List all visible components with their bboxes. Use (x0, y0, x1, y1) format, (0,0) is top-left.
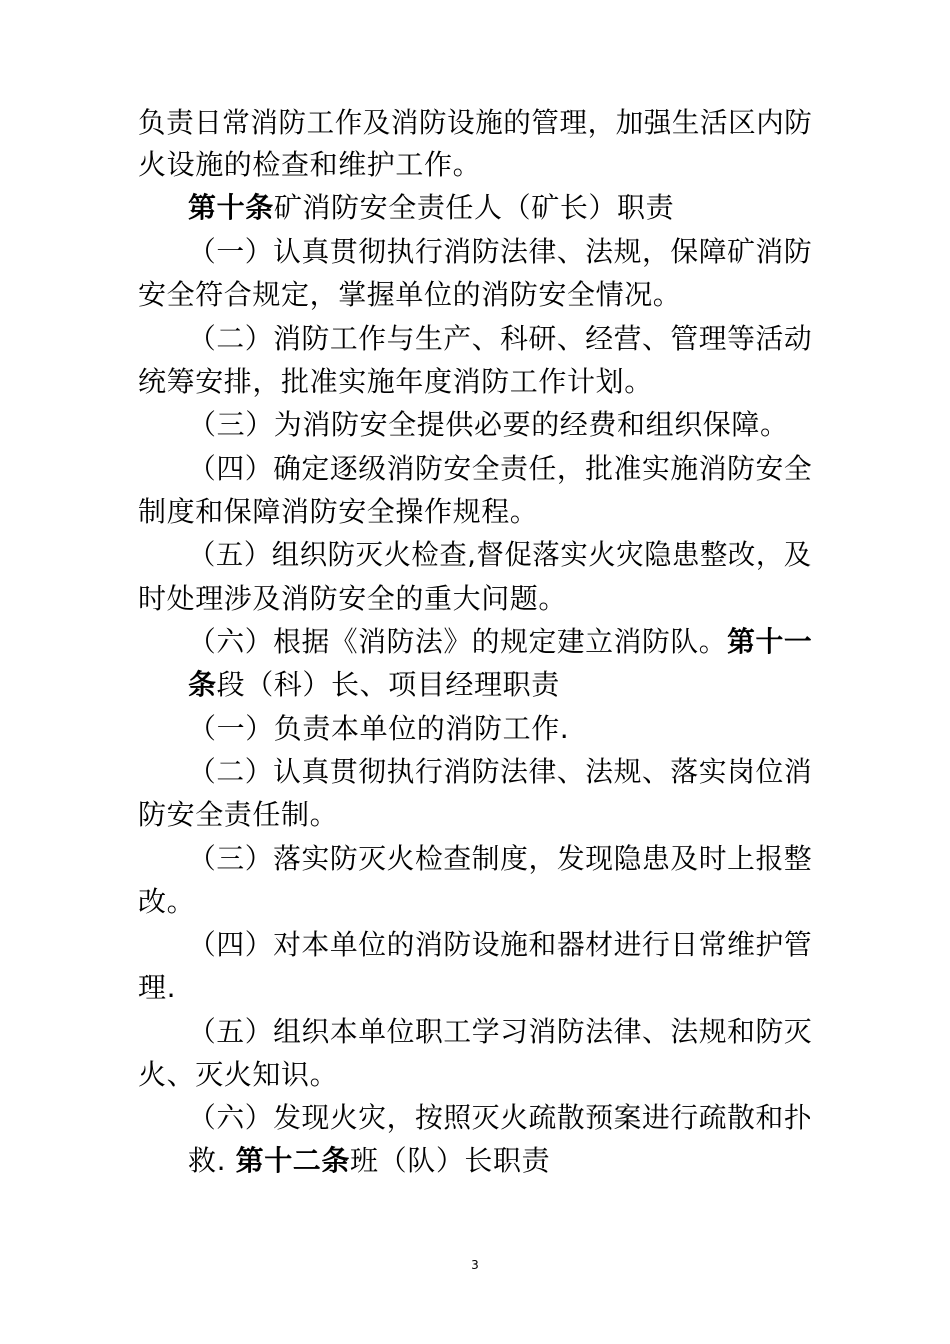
text-line (138, 492, 538, 532)
line-text: （六）发现火灾，按照灭火疏散预案进行疏散和扑 (188, 1101, 813, 1134)
line-text: （二）认真贯彻执行消防法律、法规、落实岗位消 (188, 755, 813, 788)
line-text: （一）负责本单位的消防工作. (188, 712, 570, 745)
line-text: 火、灭火知识。 (138, 1058, 339, 1091)
text-line (188, 1141, 550, 1181)
line-text: （四）对本单位的消防设施和器材进行日常维护管 (188, 928, 813, 961)
text-line (138, 795, 338, 835)
line-text: 理. (138, 971, 177, 1004)
line-text: 班（队）长职责 (350, 1144, 551, 1177)
text-line (138, 275, 681, 315)
text-line (188, 925, 812, 965)
text-line (138, 579, 567, 619)
text-line (188, 665, 560, 705)
text-line (188, 232, 812, 272)
page-number: 3 (471, 1258, 479, 1272)
line-text: （五）组织防灭火检查,督促落实火灾隐患整改，及 (188, 538, 812, 571)
line-text: 安全符合规定，掌握单位的消防安全情况。 (138, 278, 682, 311)
text-line (138, 1055, 338, 1095)
text-line (188, 535, 812, 575)
line-text: （六）根据《消防法》的规定建立消防队。 (188, 625, 728, 658)
article-heading: 第十二条 (235, 1144, 351, 1177)
text-line (188, 449, 812, 489)
line-text: （四）确定逐级消防安全责任，批准实施消防安全 (188, 452, 813, 485)
line-text: （三）落实防灭火检查制度，发现隐患及时上报整 (188, 842, 813, 875)
line-text: 防安全责任制。 (138, 798, 339, 831)
line-text: 矿消防安全责任人（矿长）职责 (273, 191, 675, 224)
line-text: （三）为消防安全提供必要的经费和组织保障。 (188, 408, 789, 441)
text-line (188, 839, 812, 879)
text-line (188, 1012, 812, 1052)
article-heading: 第十条 (188, 191, 274, 224)
line-text: 改。 (138, 885, 196, 918)
text-line (138, 103, 812, 143)
line-text: 段（科）长、项目经理职责 (216, 668, 560, 701)
text-line (188, 405, 789, 445)
text-line (188, 709, 569, 749)
line-text: 制度和保障消防安全操作规程。 (138, 495, 539, 528)
article-heading: 条 (188, 668, 217, 701)
line-text: 统筹安排，批准实施年度消防工作计划。 (138, 365, 653, 398)
text-line (138, 882, 195, 922)
line-text: （一）认真贯彻执行消防法律、法规，保障矿消防 (188, 235, 813, 268)
line-text: 救. (188, 1144, 236, 1177)
line-text: 火设施的检查和维护工作。 (138, 148, 482, 181)
article-heading: 第十一 (727, 625, 813, 658)
text-line (138, 145, 481, 185)
text-line (188, 319, 812, 359)
line-text: （五）组织本单位职工学习消防法律、法规和防灭 (188, 1015, 813, 1048)
text-line (138, 968, 176, 1008)
text-line (188, 622, 812, 662)
text-line (188, 1098, 812, 1138)
text-line (188, 188, 674, 228)
line-text: （二）消防工作与生产、科研、经营、管理等活动 (188, 322, 813, 355)
line-text: 时处理涉及消防安全的重大问题。 (138, 582, 568, 615)
text-line (188, 752, 812, 792)
text-line (138, 362, 653, 402)
line-text: 负责日常消防工作及消防设施的管理，加强生活区内防 (138, 106, 813, 139)
